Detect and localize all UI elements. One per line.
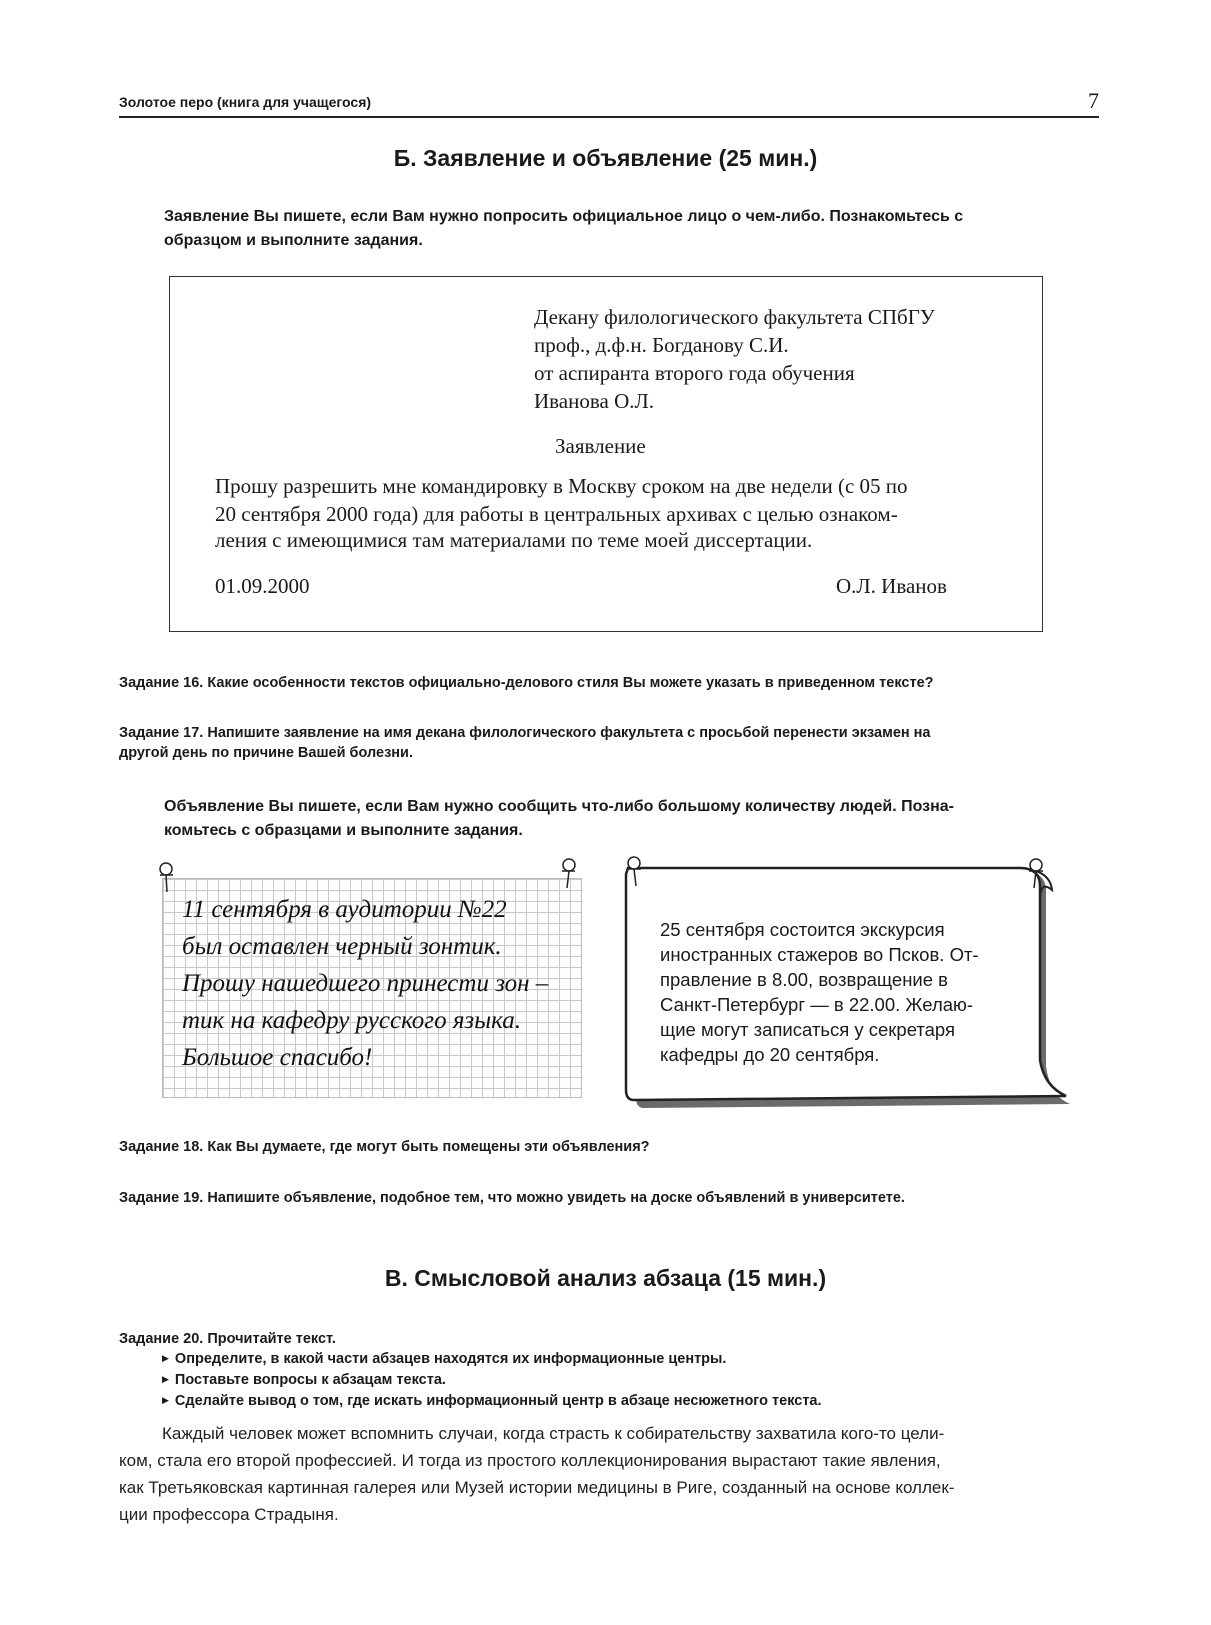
task-18: Задание 18. Как Вы думаете, где могут быть помещены эти объявления? bbox=[119, 1139, 650, 1155]
handwritten-line4: тик на кафедру русского языка. bbox=[182, 1007, 521, 1034]
header-rule bbox=[119, 116, 1099, 118]
pushpin-icon bbox=[622, 854, 652, 890]
handwritten-line5: Большое спасибо! bbox=[182, 1044, 373, 1071]
bullet-item: ▶ Поставьте вопросы к абзацам текста. bbox=[162, 1370, 822, 1391]
letter-addressee-line4: Иванова О.Л. bbox=[534, 389, 654, 413]
task-17-line2: другой день по причине Вашей болезни. bbox=[119, 745, 413, 761]
paragraph-line3: как Третьяковская картинная галерея или Музей истории медицины в Риге, созданный на основе коллек- bbox=[119, 1478, 955, 1497]
section-c-title: В. Смысловой анализ абзаца (15 мин.) bbox=[384, 1265, 827, 1291]
bullet-item: ▶ Сделайте вывод о том, где искать информационный центр в абзаце несюжетного текста. bbox=[162, 1391, 822, 1412]
letter-addressee-line1: Декану филологического факультета СПбГУ bbox=[534, 305, 935, 329]
notice-line2: иностранных стажеров во Псков. От- bbox=[660, 944, 979, 965]
pushpin-icon bbox=[154, 860, 184, 896]
handwritten-line1: 11 сентября в аудитории №22 bbox=[182, 896, 507, 923]
task-20: Задание 20. Прочитайте текст. bbox=[119, 1331, 336, 1347]
task-19: Задание 19. Напишите объявление, подобное тем, что можно увидеть на доске объявлений в университете. bbox=[119, 1190, 905, 1206]
section-b-intro-line1: Заявление Вы пишете, если Вам нужно попросить официальное лицо о чем-либо. Познакомьтесь с bbox=[164, 208, 964, 225]
notice-line4: Санкт-Петербург — в 22.00. Желаю- bbox=[660, 994, 974, 1015]
bullet-item: ▶ Определите, в какой части абзацев находятся их информационные центры. bbox=[162, 1349, 822, 1370]
notice-line3: правление в 8.00, возвращение в bbox=[660, 969, 949, 990]
letter-addressee-line3: от аспиранта второго года обучения bbox=[534, 361, 855, 385]
ads-intro-line2: комьтесь с образцами и выполните задания. bbox=[164, 822, 523, 839]
letter-heading: Заявление bbox=[555, 434, 646, 458]
running-header-title: Золотое перо (книга для учащегося) bbox=[119, 94, 372, 110]
letter-date: 01.09.2000 bbox=[215, 574, 310, 598]
section-b-title: Б. Заявление и объявление (25 мин.) bbox=[393, 145, 818, 171]
pushpin-icon bbox=[1022, 856, 1052, 892]
task-20-bullets bbox=[162, 1349, 822, 1412]
notice-line1: 25 сентября состоится экскурсия bbox=[660, 919, 945, 940]
task-16: Задание 16. Какие особенности текстов официально-делового стиля Вы можете указать в приведенном тексте? bbox=[119, 675, 934, 691]
task-17-line1: Задание 17. Напишите заявление на имя декана филологического факультета с просьбой перенести экзамен на bbox=[119, 725, 931, 741]
notice-line5: щие могут записаться у секретаря bbox=[660, 1019, 956, 1040]
ads-intro-line1: Объявление Вы пишете, если Вам нужно сообщить что-либо большому количеству людей. Позна- bbox=[164, 798, 954, 815]
notice-line6: кафедры до 20 сентября. bbox=[660, 1044, 880, 1065]
page-number: 7 bbox=[1088, 88, 1099, 113]
letter-body-line3: ления с имеющимися там материалами по теме моей диссертации. bbox=[215, 528, 813, 552]
handwritten-line3: Прошу нашедшего принести зон – bbox=[182, 970, 549, 997]
letter-signature: О.Л. Иванов bbox=[836, 574, 947, 598]
paragraph-line2: ком, стала его второй профессией. И тогда из простого коллекционирования вырастают такие явления, bbox=[119, 1451, 941, 1470]
paragraph-line4: ции профессора Страдыня. bbox=[119, 1505, 339, 1524]
letter-body-line2: 20 сентября 2000 года) для работы в центральных архивах с целью ознаком- bbox=[215, 502, 898, 526]
section-b-intro-line2: образцом и выполните задания. bbox=[164, 232, 423, 249]
pushpin-icon bbox=[555, 856, 585, 892]
letter-body-line1: Прошу разрешить мне командировку в Москву сроком на две недели (с 05 по bbox=[215, 474, 908, 498]
handwritten-line2: был оставлен черный зонтик. bbox=[182, 933, 502, 960]
paragraph-line1: Каждый человек может вспомнить случаи, когда страсть к собирательству захватила кого-то цели- bbox=[162, 1424, 945, 1443]
letter-addressee-line2: проф., д.ф.н. Богданову С.И. bbox=[534, 333, 789, 357]
